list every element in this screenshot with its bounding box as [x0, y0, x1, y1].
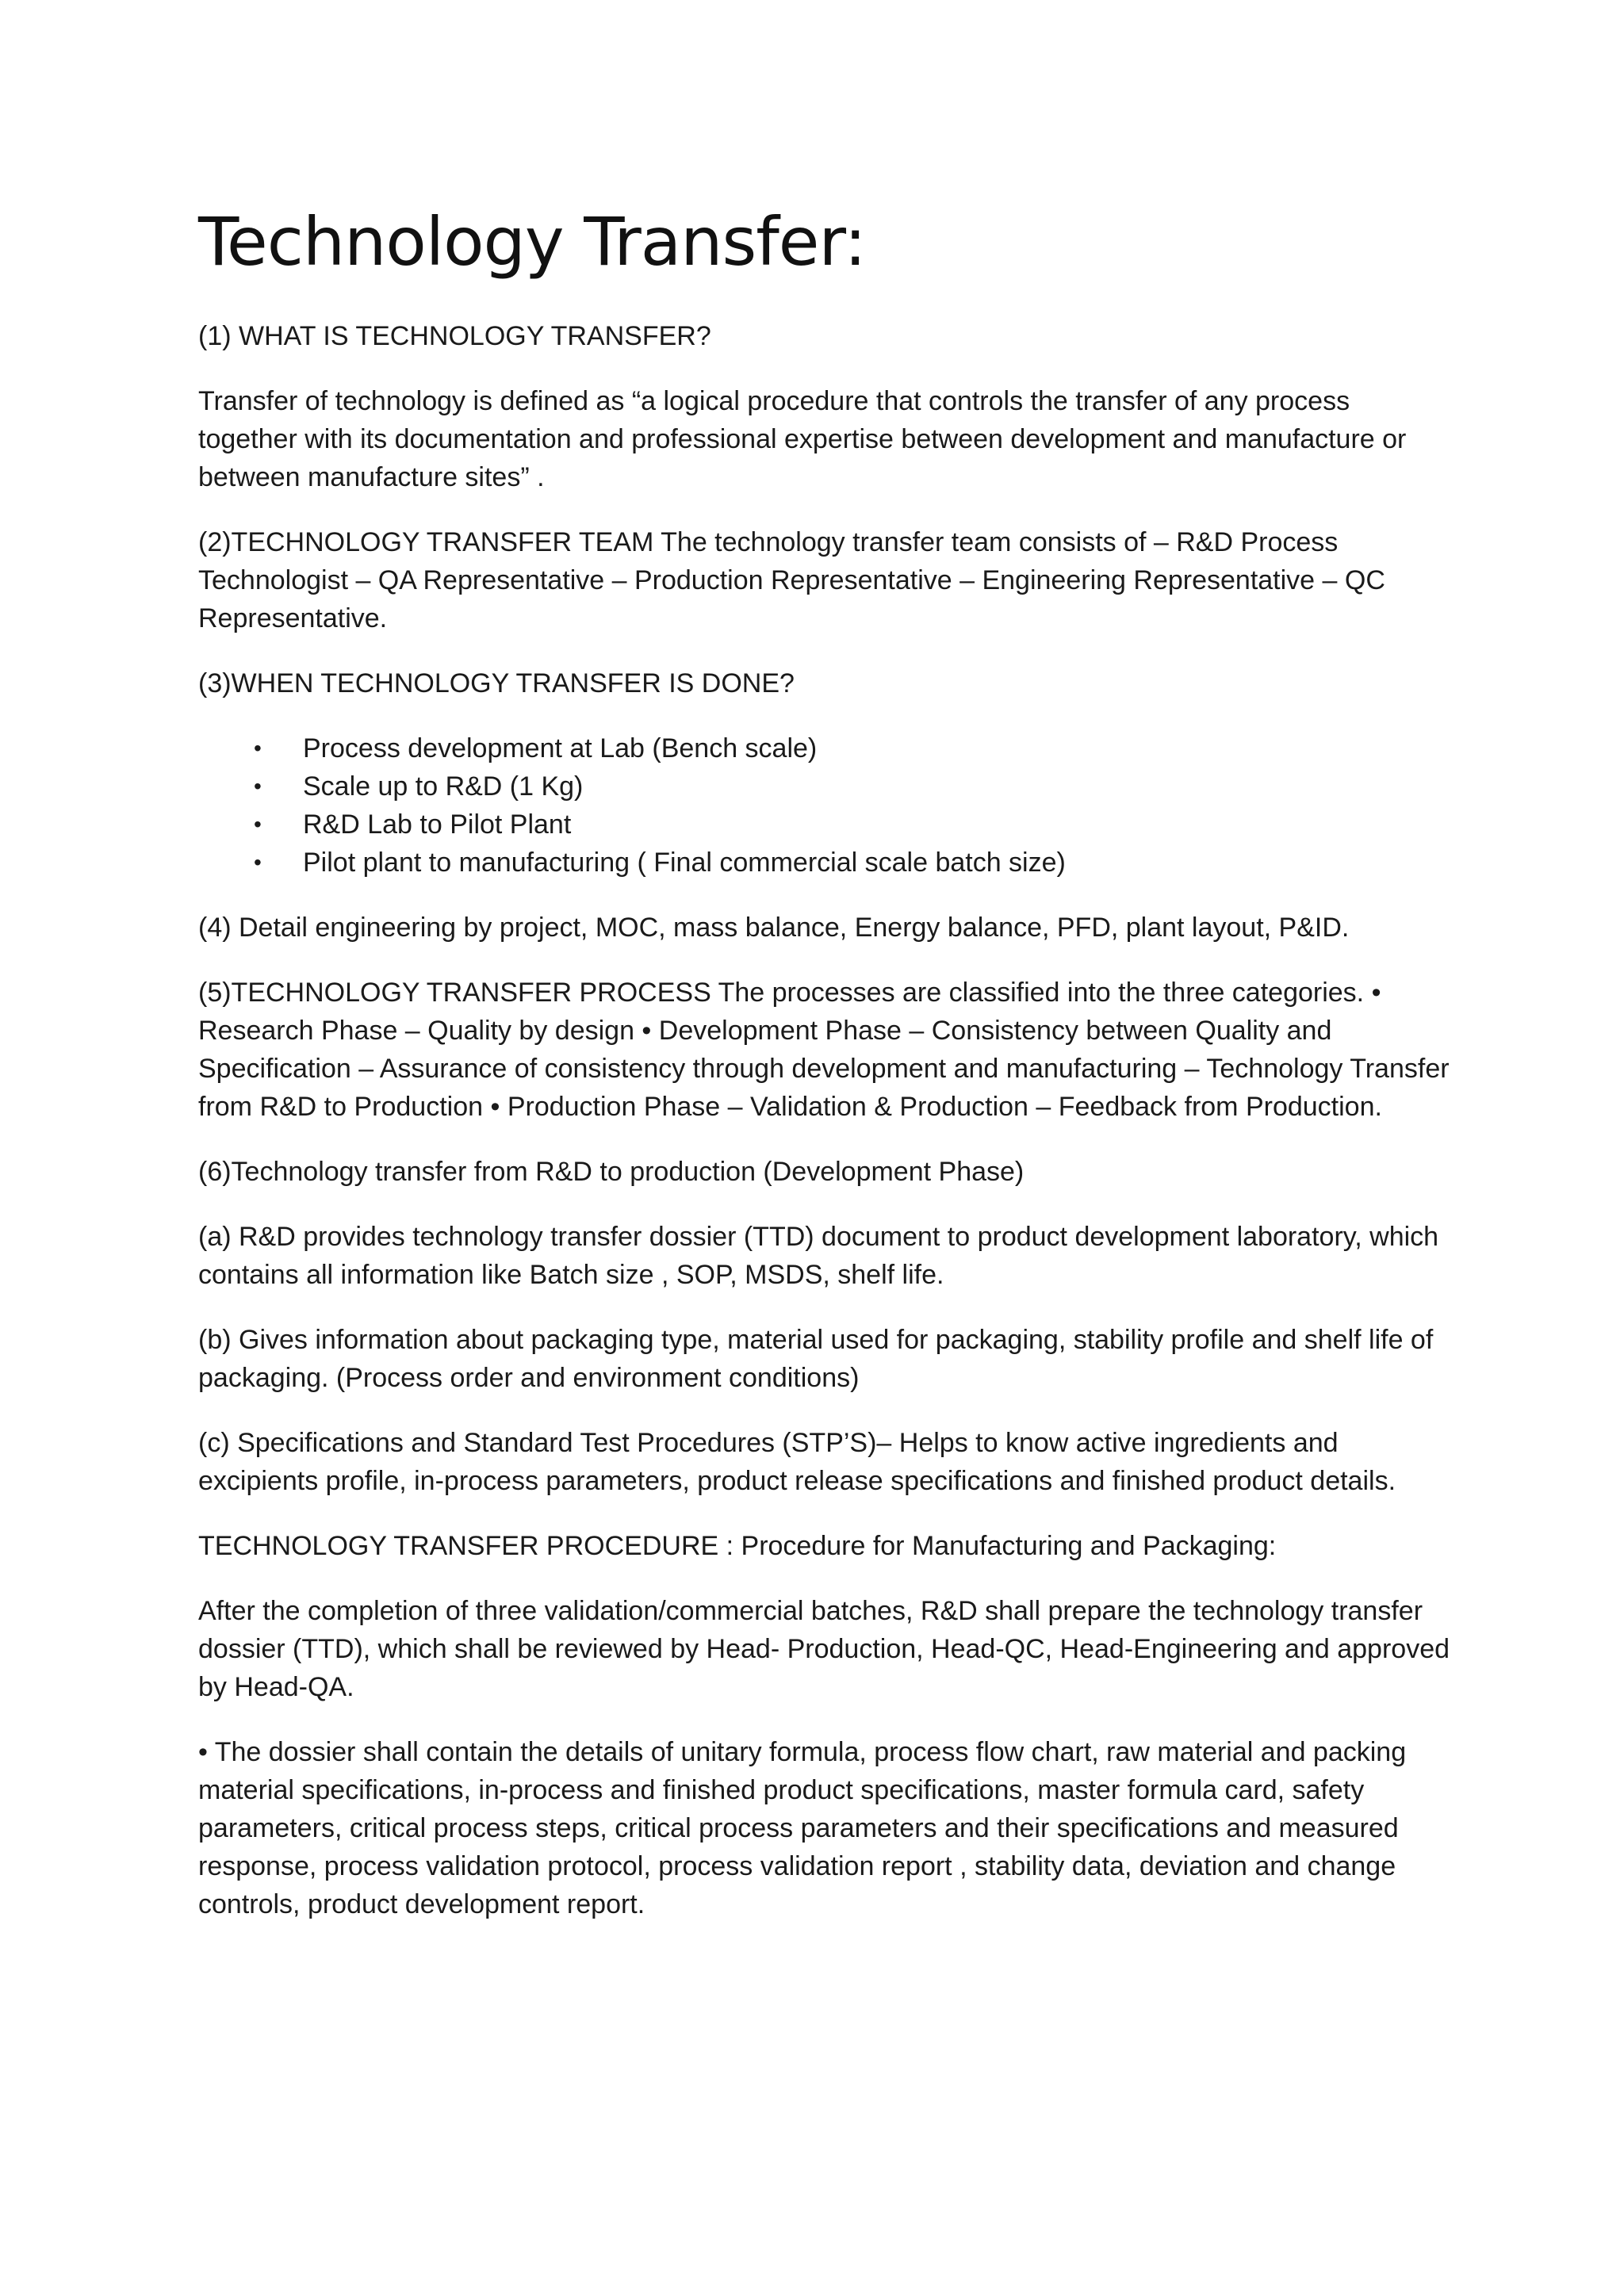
list-item-text: Pilot plant to manufacturing ( Final commercial scale batch size): [303, 848, 1066, 878]
list-item: [198, 844, 1451, 882]
bullet-icon: •: [254, 774, 262, 798]
document-body: [198, 198, 1451, 1950]
section-6-heading: (6)Technology transfer from R&D to production (Development Phase): [198, 1157, 1025, 1187]
stages-bullet-list: [198, 729, 1451, 882]
procedure-heading: TECHNOLOGY TRANSFER PROCEDURE : Procedure for Manufacturing and Packaging:: [198, 1531, 1277, 1561]
list-item: [198, 806, 1451, 844]
procedure-paragraph: After the completion of three validation/commercial batches, R&D shall prepare the technology transfer dossier (TTD), which shall be reviewed by Head- Production, Head-QC, Head-Engineering and approved by Head-QA.: [198, 1596, 1450, 1702]
list-item-text: Scale up to R&D (1 Kg): [303, 771, 584, 802]
dossier-contents-paragraph: • The dossier shall contain the details of unitary formula, process flow chart, raw material and packing material specifications, in-process and finished product specifications, master formula card, safety parameters, critical process steps, critical process parameters and their specifications and measured response, process validation protocol, process validation report , stability data, deviation and change controls, product development report.: [198, 1737, 1407, 1919]
item-c-paragraph: (c) Specifications and Standard Test Procedures (STP’S)– Helps to know active ingredients and excipients profile, in-process parameters, product release specifications and finished product details.: [198, 1428, 1396, 1496]
bullet-icon: •: [254, 812, 262, 836]
item-a-paragraph: (a) R&D provides technology transfer dossier (TTD) document to product development laboratory, which contains all information like Batch size , SOP, MSDS, shelf life.: [198, 1222, 1439, 1290]
item-b-paragraph: (b) Gives information about packaging type, material used for packaging, stability profile and shelf life of packaging. (Process order and environment conditions): [198, 1325, 1434, 1393]
bullet-icon: •: [254, 850, 262, 874]
list-item-text: R&D Lab to Pilot Plant: [303, 809, 572, 840]
bullet-icon: •: [254, 736, 262, 760]
list-item-text: Process development at Lab (Bench scale): [303, 733, 818, 763]
list-item: [198, 767, 1451, 806]
definition-paragraph: Transfer of technology is defined as “a logical procedure that controls the transfer of any process together with its documentation and professional expertise between development and manufacture or between manufacture sites” .: [198, 386, 1407, 492]
section-2-team-paragraph: (2)TECHNOLOGY TRANSFER TEAM The technology transfer team consists of – R&D Process Technologist – QA Representative – Production Representative – Engineering Representative – QC Representative.: [198, 527, 1385, 633]
section-4-paragraph: (4) Detail engineering by project, MOC, mass balance, Energy balance, PFD, plant layout, P&ID.: [198, 913, 1350, 943]
section-3-heading: (3)WHEN TECHNOLOGY TRANSFER IS DONE?: [198, 668, 795, 698]
section-5-process-paragraph: (5)TECHNOLOGY TRANSFER PROCESS The processes are classified into the three categories. • Research Phase – Quality by design • Development Phase – Consistency between Quality and Specification – Assurance of consistency through development and manufacturing – Technology Transfer from R&D to Production • Production Phase – Validation & Production – Feedback from Production.: [198, 978, 1450, 1122]
list-item: [198, 729, 1451, 767]
document-title: Technology Transfer:: [198, 203, 866, 281]
section-1-heading: (1) WHAT IS TECHNOLOGY TRANSFER?: [198, 321, 711, 351]
